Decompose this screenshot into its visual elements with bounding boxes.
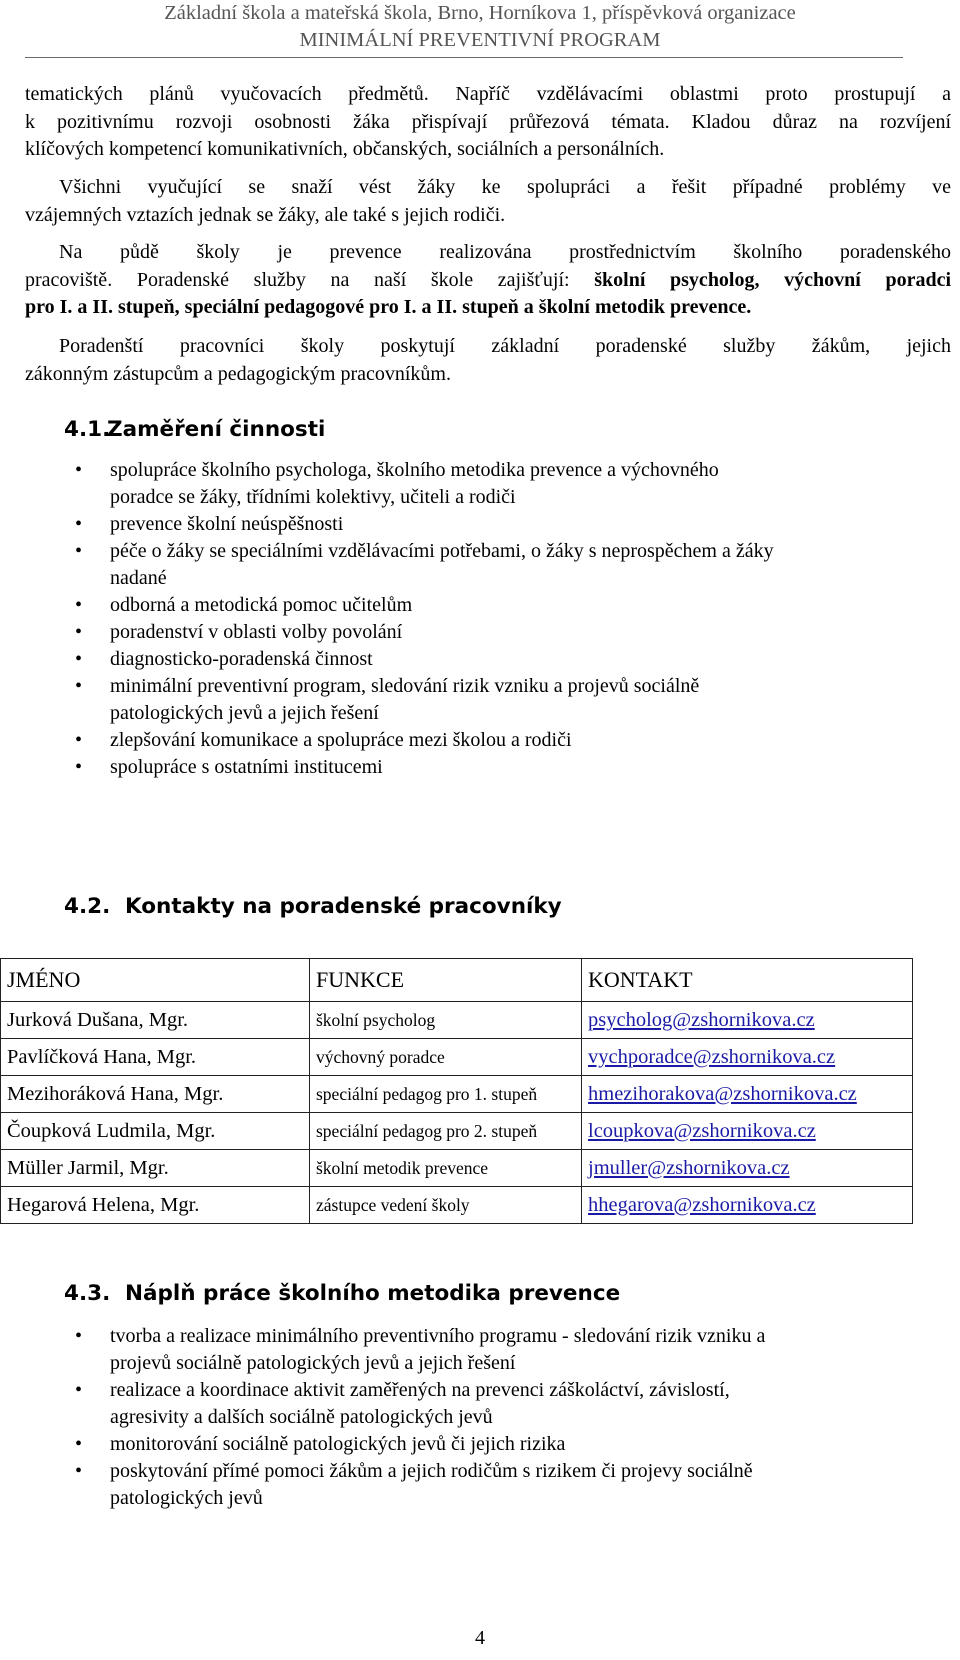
- section-title: Zaměření činnosti: [107, 417, 326, 442]
- header-document-title: MINIMÁLNÍ PREVENTIVNÍ PROGRAM: [299, 29, 661, 51]
- contact-email-cell: [582, 1113, 913, 1150]
- contact-function: školní psycholog: [310, 1002, 582, 1039]
- list-item: • zlepšování komunikace a spolupráce mezi školou a rodiči: [70, 727, 950, 754]
- column-header-contact: KONTAKT: [582, 959, 913, 1002]
- header-divider: [25, 57, 903, 58]
- text-line: klíčových kompetencí komunikativních, občanských, sociálních a personálních.: [25, 138, 665, 160]
- contact-name: Mezihoráková Hana, Mgr.: [1, 1076, 310, 1113]
- contact-function: školní metodik prevence: [310, 1150, 582, 1187]
- text-line: Na půdě školy je prevence realizována prostřednictvím školního poradenského: [59, 241, 951, 263]
- header-school-name: Základní škola a mateřská škola, Brno, Horníkova 1, příspěvková organizace: [164, 2, 796, 24]
- section-heading-4-1: [64, 417, 326, 442]
- list-item: • tvorba a realizace minimálního preventivního programu - sledování rizik vzniku a projevů sociálně patologických jevů a jejich řešení: [70, 1323, 950, 1377]
- table-row: [1, 1150, 913, 1187]
- list-item: • realizace a koordinace aktivit zaměřených na prevenci záškoláctví, závislostí, agresivity a dalších sociálně patologických jevů: [70, 1377, 950, 1431]
- contact-email-cell: [582, 1076, 913, 1113]
- contact-function: speciální pedagog pro 1. stupeň: [310, 1076, 582, 1113]
- list-item: • spolupráce s ostatními institucemi: [70, 754, 950, 781]
- intro-paragraph-4: [25, 333, 951, 388]
- table-row: [1, 1113, 913, 1150]
- contact-email-cell: [582, 1002, 913, 1039]
- intro-paragraph-3: [25, 239, 951, 322]
- text-bold: školní psycholog, výchovní poradci: [594, 268, 952, 291]
- text-line: Poradenští pracovníci školy poskytují základní poradenské služby žákům, jejich: [59, 335, 951, 357]
- list-item: • spolupráce školního psychologa, školního metodika prevence a výchovného poradce se žáky, třídními kolektivy, učiteli a rodiči: [70, 457, 950, 511]
- text-line: zákonným zástupcům a pedagogickým pracovníkům.: [25, 362, 451, 385]
- contact-function: speciální pedagog pro 2. stupeň: [310, 1113, 582, 1150]
- contact-name: Hegarová Helena, Mgr.: [1, 1187, 310, 1224]
- list-item: • diagnosticko-poradenská činnost: [70, 646, 950, 673]
- text-line: [25, 267, 951, 295]
- table-row: [1, 1076, 913, 1113]
- text-line: tematických plánů vyučovacích předmětů. Napříč vzdělávacími oblastmi proto prostupují a: [25, 83, 951, 105]
- email-link[interactable]: vychporadce@zshornikova.cz: [588, 1045, 836, 1068]
- email-link[interactable]: lcoupkova@zshornikova.cz: [588, 1119, 816, 1142]
- section-title: Kontakty na poradenské pracovníky: [125, 894, 562, 919]
- text-line: [25, 294, 951, 322]
- page-number: 4: [475, 1627, 485, 1649]
- text-bold: pro I. a II. stupeň, speciální pedagogové pro I. a II. stupeň a školní metodik prevence.: [25, 296, 752, 318]
- list-item: • odborná a metodická pomoc učitelům: [70, 592, 950, 619]
- section-title: Náplň práce školního metodika prevence: [125, 1281, 621, 1306]
- contacts-table: [0, 958, 913, 1224]
- coordinator-duties-list: [70, 1323, 950, 1512]
- intro-paragraph-2: [25, 174, 951, 229]
- section-number: 4.3.: [64, 1281, 111, 1306]
- column-header-name: JMÉNO: [1, 959, 310, 1002]
- contact-name: Jurková Dušana, Mgr.: [1, 1002, 310, 1039]
- section-number: 4.1.: [64, 417, 111, 442]
- contact-name: Čoupková Ludmila, Mgr.: [1, 1113, 310, 1150]
- list-item: • péče o žáky se speciálními vzdělávacími potřebami, o žáky s neprospěchem a žáky nadané: [70, 538, 950, 592]
- list-item: • poradenství v oblasti volby povolání: [70, 619, 950, 646]
- table-header-row: [1, 959, 913, 1002]
- email-link[interactable]: hmezihorakova@zshornikova.cz: [588, 1082, 857, 1105]
- list-item: • prevence školní neúspěšnosti: [70, 511, 950, 538]
- section-heading-4-3: [64, 1281, 621, 1306]
- text-line: k pozitivnímu rozvoji osobnosti žáka přispívají průřezová témata. Kladou důraz na rozvíjení: [25, 110, 951, 133]
- contact-email-cell: [582, 1150, 913, 1187]
- contact-name: Pavlíčková Hana, Mgr.: [1, 1039, 310, 1076]
- email-link[interactable]: jmuller@zshornikova.cz: [588, 1156, 790, 1179]
- text-line: vzájemných vztazích jednak se žáky, ale také s jejich rodiči.: [25, 203, 506, 226]
- email-link[interactable]: hhegarova@zshornikova.cz: [588, 1193, 816, 1216]
- email-link[interactable]: psycholog@zshornikova.cz: [588, 1008, 815, 1031]
- list-item: • minimální preventivní program, sledování rizik vzniku a projevů sociálně patologických jevů a jejich řešení: [70, 673, 950, 727]
- list-item: • monitorování sociálně patologických jevů či jejich rizika: [70, 1431, 950, 1458]
- section-number: 4.2.: [64, 894, 111, 919]
- focus-list: [70, 457, 950, 781]
- intro-paragraph-1: [25, 81, 951, 164]
- contact-function: výchovný poradce: [310, 1039, 582, 1076]
- table-row: [1, 1002, 913, 1039]
- contact-function: zástupce vedení školy: [310, 1187, 582, 1224]
- contact-email-cell: [582, 1187, 913, 1224]
- page-header: [0, 0, 960, 54]
- section-heading-4-2: [64, 894, 562, 919]
- list-item: • poskytování přímé pomoci žákům a jejich rodičům s rizikem či projevy sociálně patologických jevů: [70, 1458, 950, 1512]
- contact-email-cell: [582, 1039, 913, 1076]
- contact-name: Müller Jarmil, Mgr.: [1, 1150, 310, 1187]
- table-row: [1, 1187, 913, 1224]
- table-row: [1, 1039, 913, 1076]
- column-header-function: FUNKCE: [310, 959, 582, 1002]
- text-line: Všichni vyučující se snaží vést žáky ke spolupráci a řešit případné problémy ve: [59, 176, 951, 198]
- text-normal: pracoviště. Poradenské služby na naší škole zajišťují:: [25, 268, 595, 291]
